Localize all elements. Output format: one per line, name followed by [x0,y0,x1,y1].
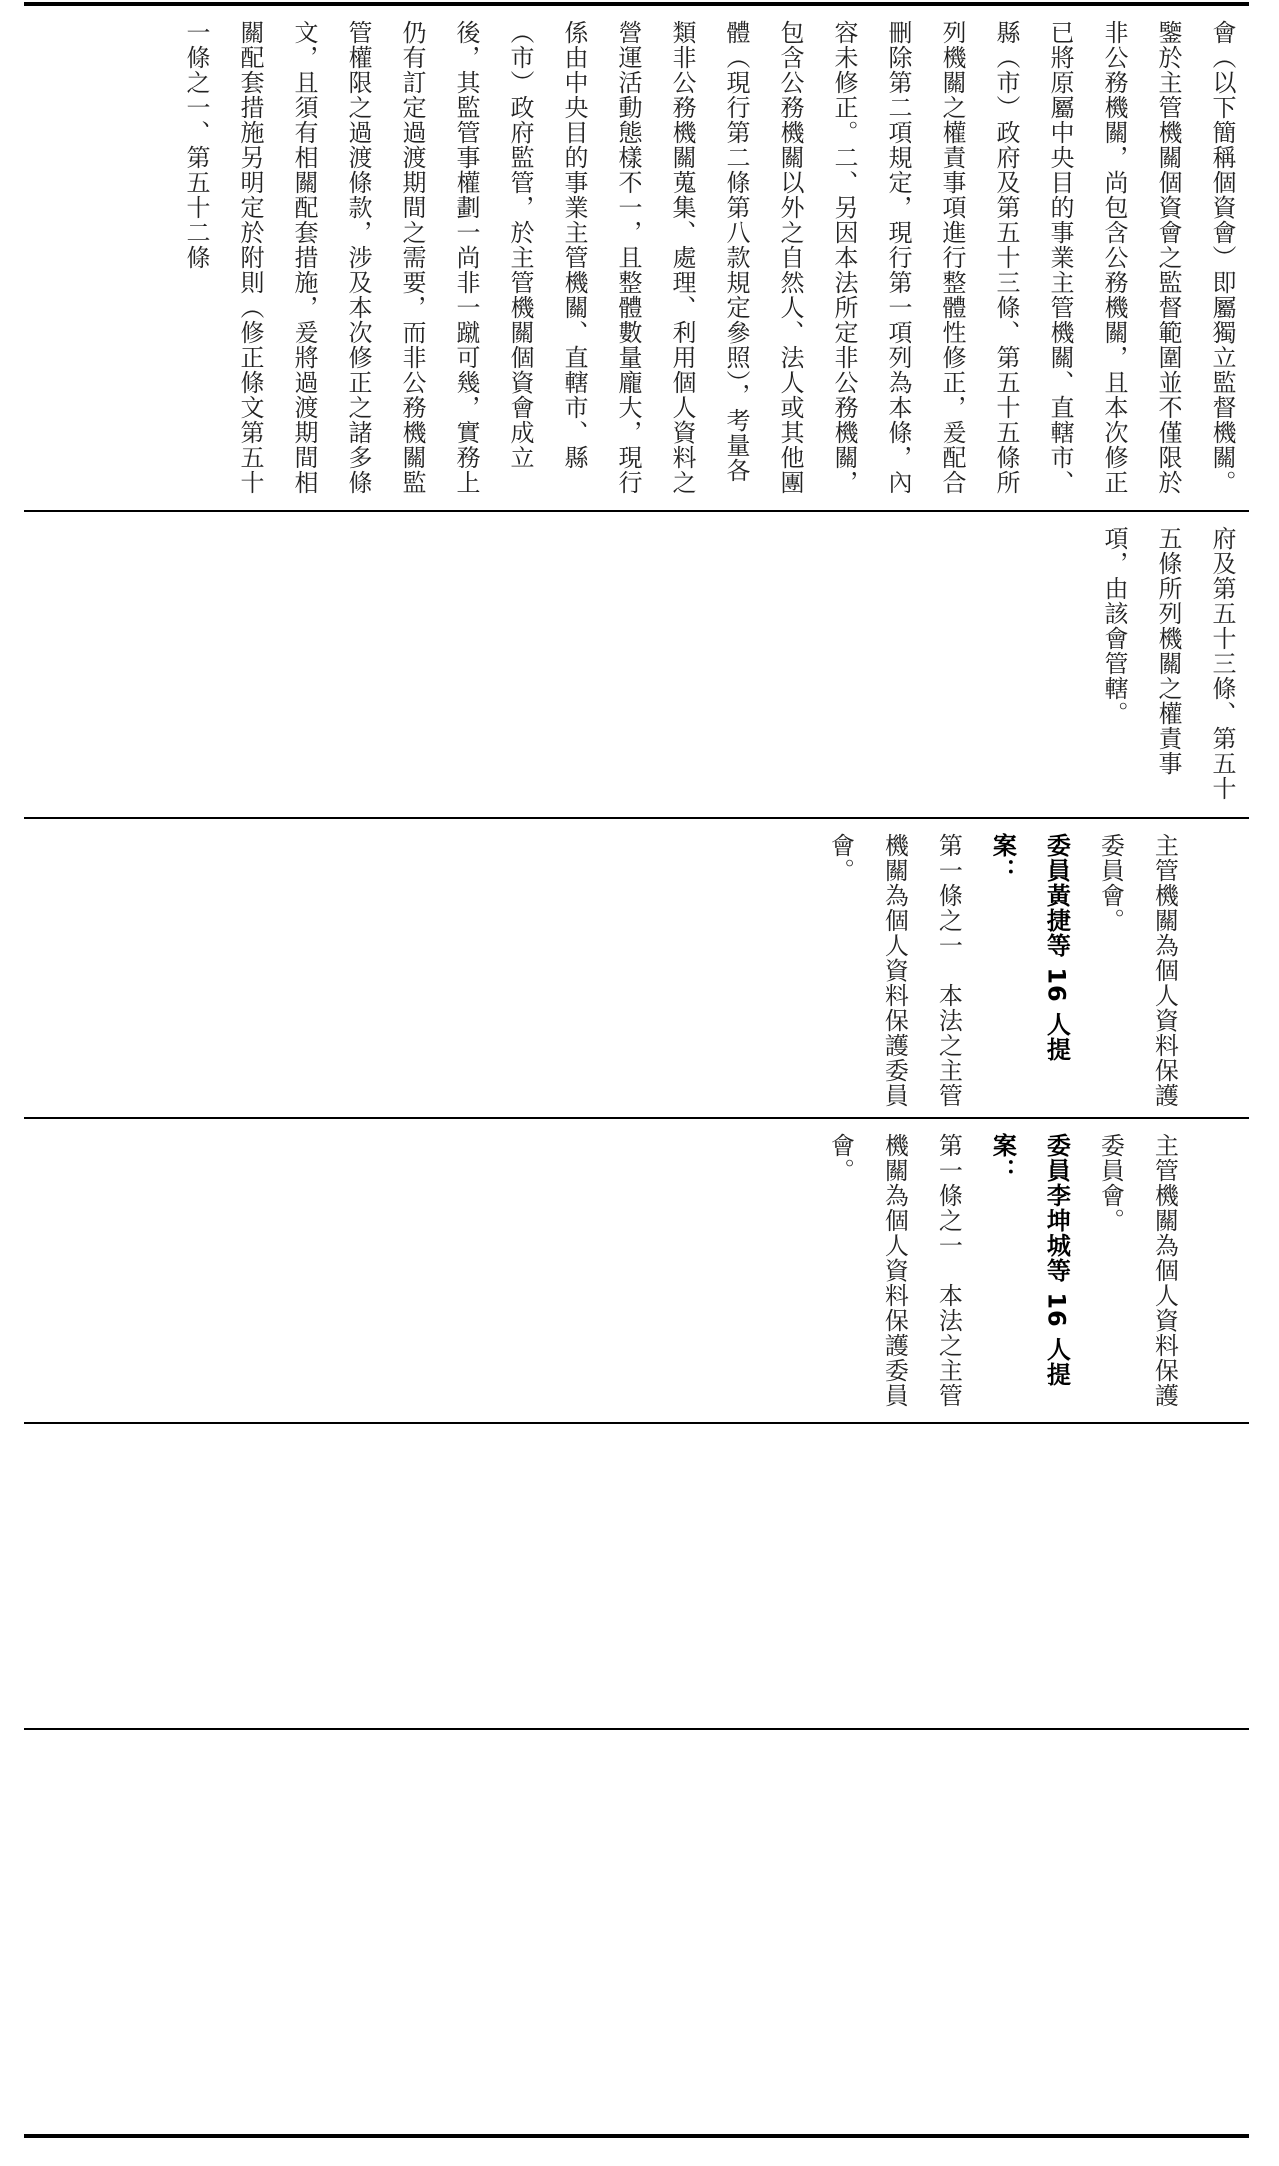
table-bottom-border [24,2134,1249,2138]
proposal-li-text [30,1133,1249,1414]
explanation-text [30,20,1249,502]
blank-column-2 [24,1730,1249,2133]
comparison-table [24,0,1249,2166]
proposal-li-column [24,1119,1249,1422]
proposal-huang-header: 委員黃捷等 16 人提案： [988,833,1071,1063]
article-text: 本法之主管機關為個人資料保護委員會。 [826,833,963,1108]
blank-column-1 [24,1424,1249,1728]
proposal-li-header: 委員李坤城等 16 人提案： [988,1133,1071,1388]
explanation-paragraph: 會（以下簡稱個資會）即屬獨立監督機關。鑒於主管機關個資會之監督範圍並不僅限於非公務機關，尚包含公務機關，且本次修正已將原屬中央目的事業主管機關、直轄市、縣（市）政府及第五十三條、第五十五條所列機關之權責事項進行整體性修正，爰配合刪除第二項規定，現行第一項列為本條，內容未修正。二、另因本法所定非公務機關，包含公務機關以外之自然人、法人或其他團體（現行第二條第八款規定參照），考量各類非公務機關蒐集、處理、利用個人資料之營運活動態樣不一，且整體數量龐大，現行係由中央目的事業主管機關、直轄市、縣（市）政府監管，於主管機關個資會成立後，其監管事權劃一尚非一蹴可幾，實務上仍有訂定過渡期間之需要，而非公務機關監管權限之過渡條款，涉及本次修正之諸多條文，且須有相關配套措施，爰將過渡期間相關配套措施另明定於附則（修正條文第五十一條之一、第五十二條 [182,20,1236,495]
current-law-paragraph: 府及第五十三條、第五十五條所列機關之權責事項，由該會管轄。 [1100,526,1236,801]
proposal-li-article [813,1133,975,1414]
article-label: 第一條之一 [934,1133,963,1258]
current-law-text [30,526,1249,809]
proposal-huang-text [30,833,1249,1109]
article-text: 本法之主管機關為個人資料保護委員會。 [826,1133,963,1408]
article-label: 第一條之一 [934,833,963,958]
proposal-huang-line: 主管機關為個人資料保護委員會。 [1096,833,1179,1108]
proposal-huang-column [24,819,1249,1117]
explanation-column [24,6,1249,510]
proposal-huang-article [813,833,975,1109]
blank-text-1 [30,1438,1249,1720]
proposal-li-line: 主管機關為個人資料保護委員會。 [1096,1133,1179,1408]
current-law-column [24,512,1249,817]
blank-text-2 [30,1744,1249,2125]
